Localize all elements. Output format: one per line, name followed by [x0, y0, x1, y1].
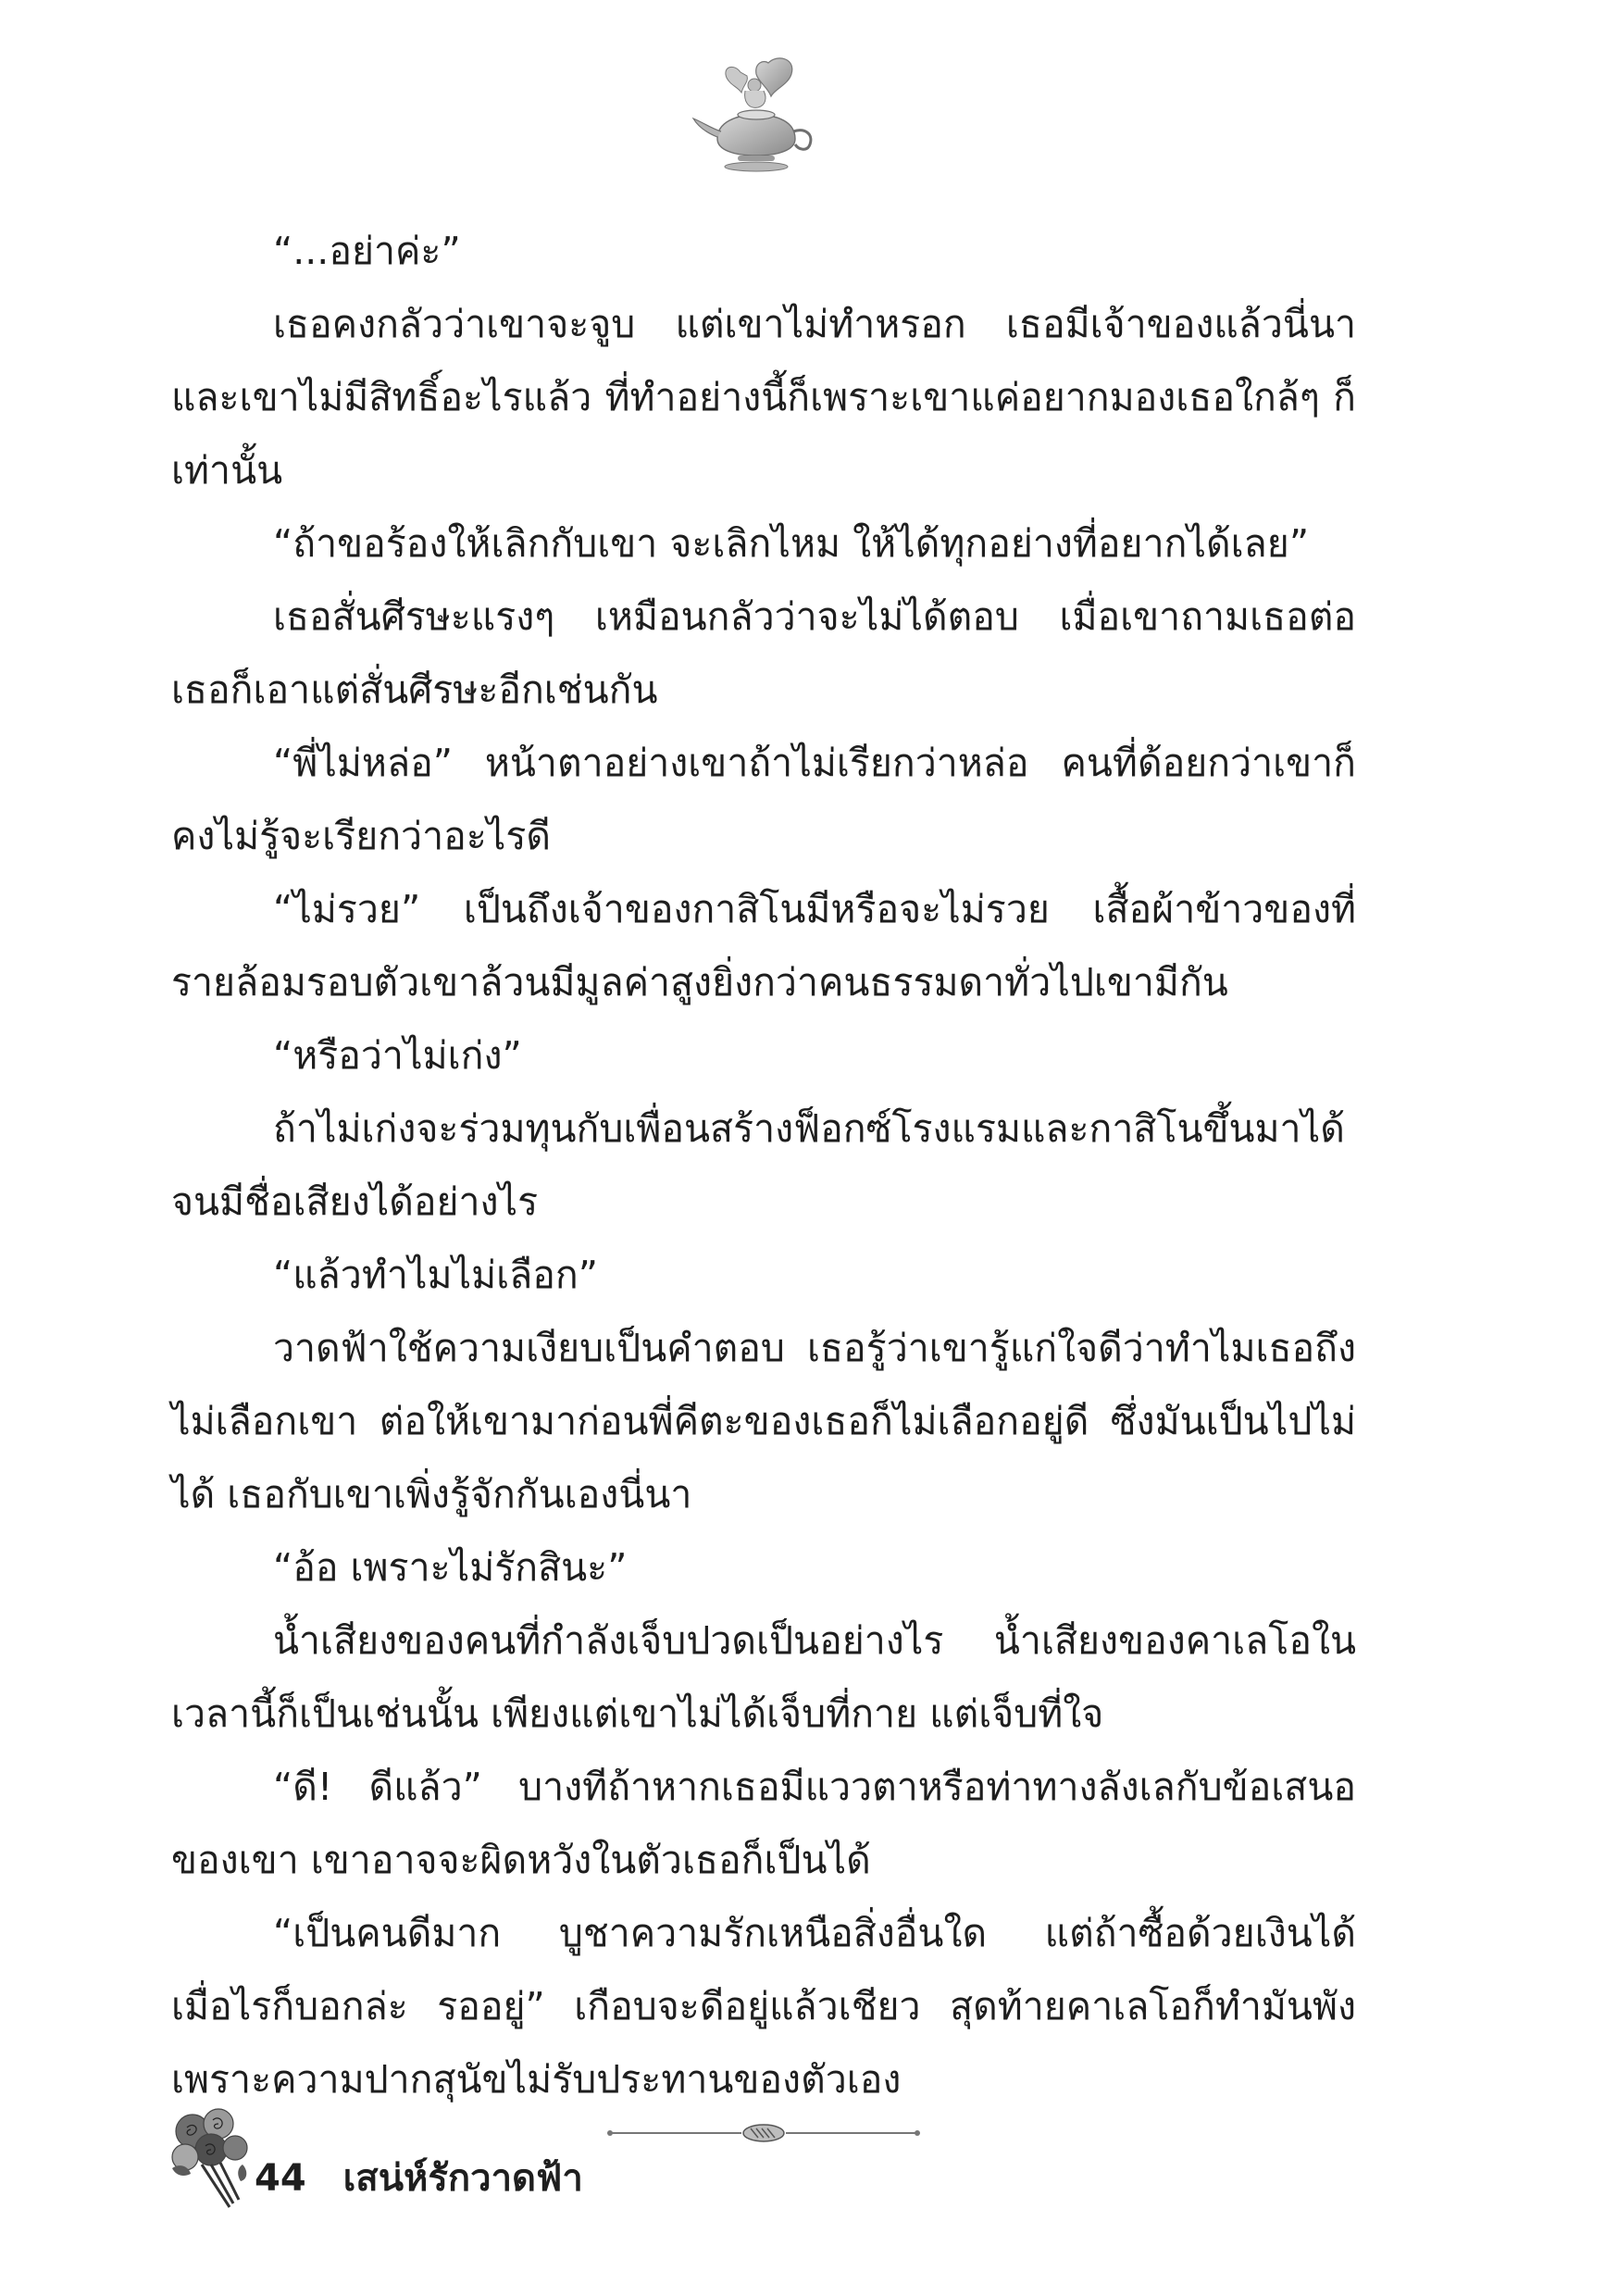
paragraph: เธอคงกลัวว่าเขาจะจูบ แต่เขาไม่ทำหรอก เธอมีเจ้าของแล้วนี่นา และเขาไม่มีสิทธิ์อะไรแล้ว ที่ทำอย่างนี้ก็เพราะเขาแค่อยากมองเธอใกล้ๆ ก็เท่านั้น — [171, 302, 1356, 493]
paragraph: “พี่ไม่หล่อ” หน้าตาอย่างเขาถ้าไม่เรียกว่าหล่อ คนที่ด้อยกว่าเขาก็คงไม่รู้จะเรียกว่าอะไรดี — [171, 741, 1356, 858]
paragraph: “อ้อ เพราะไม่รักสินะ” — [273, 1545, 628, 1590]
paragraph: “หรือว่าไม่เก่ง” — [273, 1033, 522, 1078]
cupid-teapot-ornament-icon — [690, 54, 819, 174]
story-text — [171, 215, 1356, 2116]
paragraph: “แล้วทำไมไม่เลือก” — [273, 1253, 598, 1297]
paragraph: “ไม่รวย” เป็นถึงเจ้าของกาสิโนมีหรือจะไม่รวย เสื้อผ้าข้าวของที่รายล้อมรอบตัวเขาล้วนมีมูลค่าสูงยิ่งกว่าคนธรรมดาทั่วไปเขามีกัน — [171, 887, 1356, 1004]
paragraph: ถ้าไม่เก่งจะร่วมทุนกับเพื่อนสร้างฟ็อกซ์โรงแรมและกาสิโนขึ้นมาได้จนมีชื่อเสียงได้อย่างไร — [171, 1106, 1345, 1224]
paragraph: วาดฟ้าใช้ความเงียบเป็นคำตอบ เธอรู้ว่าเขารู้แก่ใจดีว่าทำไมเธอถึงไม่เลือกเขา ต่อให้เขามาก่อนพี่คีตะของเธอก็ไม่เลือกอยู่ดี ซึ่งมันเป็นไปไม่ได้ เธอกับเขาเพิ่งรู้จักกันเองนี่นา — [171, 1326, 1356, 1516]
paragraph: “เป็นคนดีมาก บูชาความรักเหนือสิ่งอื่นใด แต่ถ้าซื้อด้วยเงินได้เมื่อไรก็บอกล่ะ รออยู่” เกือบจะดีอยู่แล้วเชียว สุดท้ายคาเลโอก็ทำมันพังเพราะความปากสุนัขไม่รับประทานของตัวเอง — [171, 1911, 1356, 2102]
book-title: เสน่ห์รักวาดฟ้า — [342, 2157, 583, 2200]
paragraph: “ถ้าขอร้องให้เลิกกับเขา จะเลิกไหม ให้ได้ทุกอย่างที่อยากได้เลย” — [273, 521, 1310, 566]
paragraph: เธอสั่นศีรษะแรงๆ เหมือนกลัวว่าจะไม่ได้ตอบ เมื่อเขาถามเธอต่อ เธอก็เอาแต่สั่นศีรษะอีกเช่นกัน — [171, 594, 1356, 712]
page-number: 44 — [255, 2157, 306, 2200]
paragraph: น้ำเสียงของคนที่กำลังเจ็บปวดเป็นอย่างไร น้ำเสียงของคาเลโอในเวลานี้ก็เป็นเช่นนั้น เพียงแต่เขาไม่ได้เจ็บที่กาย แต่เจ็บที่ใจ — [171, 1618, 1356, 1736]
paragraph: “...อย่าค่ะ” — [273, 229, 461, 273]
page-footer — [255, 2148, 583, 2207]
rose-bouquet-icon — [165, 2103, 257, 2215]
divider-ornament-icon — [606, 2122, 921, 2144]
paragraph: “ดี! ดีแล้ว” บางทีถ้าหากเธอมีแววตาหรือท่าทางลังเลกับข้อเสนอของเขา เขาอาจจะผิดหวังในตัวเธอก็เป็นได้ — [171, 1765, 1356, 1882]
